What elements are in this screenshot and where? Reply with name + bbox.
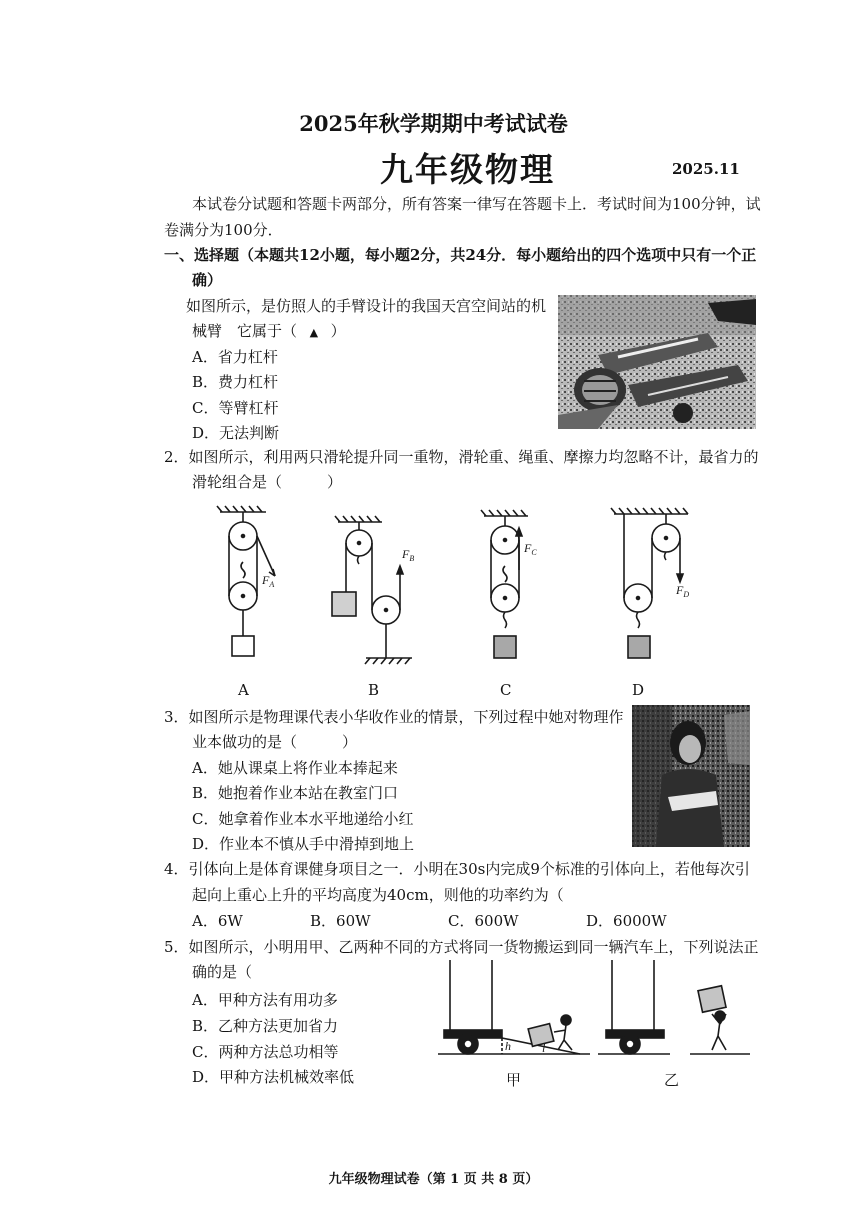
q3-option-b: B．她抱着作业本站在教室门口 <box>192 784 399 802</box>
q4-option-a: A．6W <box>192 912 243 930</box>
q1-option-c: C．等臂杠杆 <box>192 399 279 417</box>
q4-stem-line-1: 4．引体向上是体育课健身项目之一．小明在30s内完成9个标准的引体向上，若他每次引 <box>164 860 750 878</box>
section-heading: 一、选择题（本题共12小题，每小题2分，共24分．每小题给出的四个选项中只有一个正 <box>164 246 757 264</box>
q2-figure-label-c: C <box>500 681 512 699</box>
person-carrying-box <box>690 984 750 1056</box>
pulley-diagrams <box>0 500 867 700</box>
cargo-loading-diagrams <box>430 958 670 1070</box>
q5-option-c: C．两种方法总功相等 <box>192 1043 339 1061</box>
q5-stem-line-2: 确的是（ <box>192 963 253 981</box>
page-footer: 九年级物理试卷（第 1 页 共 8 页） <box>328 1172 539 1187</box>
q4-stem-line-2: 起向上重心上升的平均高度为40cm，则他的功率约为（ <box>192 886 564 904</box>
q1-stem-text: 械臂 它属于（ <box>192 322 298 340</box>
q1-option-b: B．费力杠杆 <box>192 373 279 391</box>
q1-stem-line-2 <box>192 321 346 343</box>
q3-option-d: D．作业本不慎从手中滑掉到地上 <box>192 835 415 853</box>
force-label-c: $F_C$ <box>524 541 537 557</box>
ramp-height-label: h <box>505 1039 511 1053</box>
subject-title: 九年级物理 <box>380 150 555 189</box>
q4-option-c: C．600W <box>448 912 519 930</box>
figure-yi-carry <box>598 960 670 1054</box>
q1-stem-line-1: 如图所示，是仿照人的手臂设计的我国天宫空间站的机 <box>186 297 547 315</box>
q2-figure-label-a: A <box>238 681 249 699</box>
instructions-line-1: 本试卷分试题和答题卡两部分，所有答案一律写在答题卡上．考试时间为100分钟，试 <box>192 195 761 213</box>
exam-title: 2025年秋学期期中考试试卷 <box>299 111 568 136</box>
q3-stem-line-2: 业本做功的是（ ） <box>192 733 358 751</box>
pulley-figure-c <box>481 510 528 658</box>
pulley-figure-b <box>332 516 415 664</box>
q1-option-d: D．无法判断 <box>192 424 280 442</box>
section-heading-cont: 确） <box>192 271 223 289</box>
q5-stem-line-1: 5．如图所示，小明用甲、乙两种不同的方式将同一货物搬运到同一辆汽车上，下列说法正 <box>164 938 759 956</box>
ramp-length-label: l <box>542 1041 546 1055</box>
q1-answer-mark: ▲ <box>309 326 319 339</box>
q1-stem-end: ） <box>330 322 346 340</box>
exam-date: 2025.11 <box>672 160 740 178</box>
force-label-b: $F_B$ <box>402 547 415 563</box>
q5-option-a: A．甲种方法有用功多 <box>192 991 338 1009</box>
instructions-line-2: 卷满分为100分． <box>164 221 283 239</box>
q5-option-b: B．乙种方法更加省力 <box>192 1017 339 1035</box>
q3-option-c: C．她拿着作业本水平地递给小红 <box>192 810 414 828</box>
q5-option-d: D．甲种方法机械效率低 <box>192 1068 355 1086</box>
force-label-d: $F_D$ <box>676 583 690 599</box>
space-station-arm-photo <box>558 295 756 429</box>
q1-option-a: A．省力杠杆 <box>192 348 278 366</box>
q2-figure-label-d: D <box>632 681 645 699</box>
q2-stem-line-1: 2．如图所示，利用两只滑轮提升同一重物，滑轮重、绳重、摩擦力均忽略不计，最省力的 <box>164 448 759 466</box>
q2-figure-label-b: B <box>368 681 380 699</box>
q4-option-d: D．6000W <box>586 912 667 930</box>
figure-jia-ramp <box>438 960 590 1054</box>
q5-figure-label-jia: 甲 <box>506 1071 522 1089</box>
q3-stem-line-1: 3．如图所示是物理课代表小华收作业的情景，下列过程中她对物理作 <box>164 708 624 726</box>
q2-stem-line-2: 滑轮组合是（ ） <box>192 473 343 491</box>
q5-figure-label-yi: 乙 <box>664 1071 680 1089</box>
q4-option-b: B．60W <box>310 912 371 930</box>
force-label-a: $F_A$ <box>262 573 275 589</box>
q3-option-a: A．她从课桌上将作业本捧起来 <box>192 759 398 777</box>
student-homework-photo <box>632 705 750 847</box>
